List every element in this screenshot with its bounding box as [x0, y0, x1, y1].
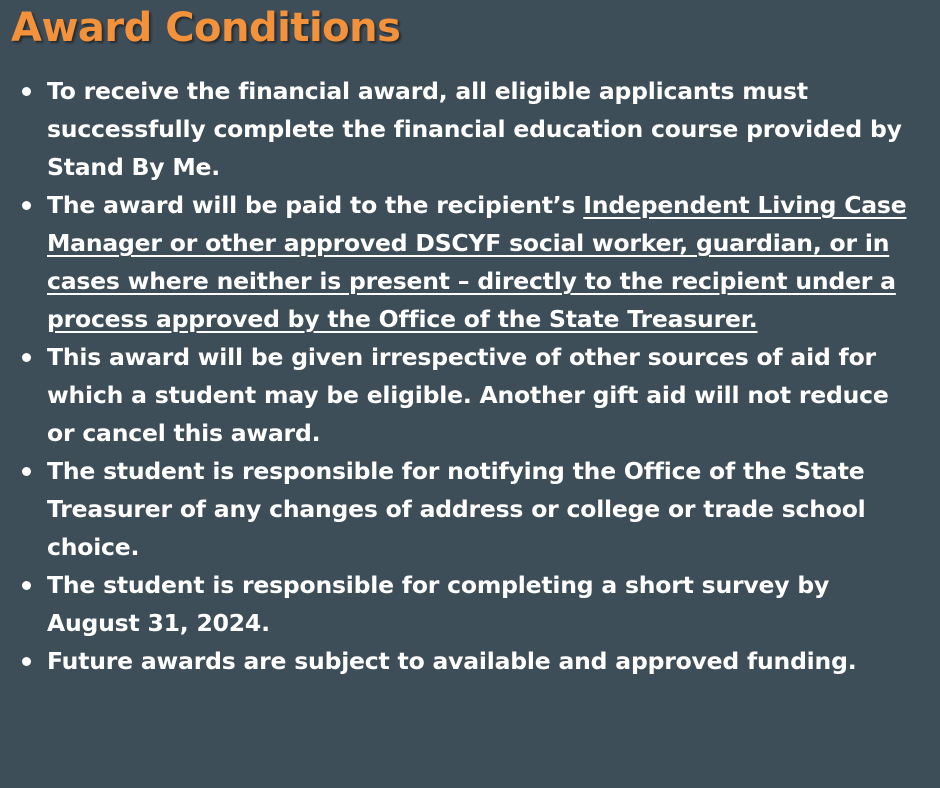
bullet-icon	[22, 201, 31, 210]
condition-item	[20, 338, 920, 452]
condition-text: This award will be given irrespective of other sources of aid for which a student may be eligible. Another gift aid will not reduce or cancel this award.	[47, 343, 889, 447]
bullet-icon	[22, 467, 31, 476]
bullet-icon	[22, 353, 31, 362]
condition-text: The student is responsible for completing a short survey by August 31, 2024.	[47, 571, 830, 637]
bullet-icon	[22, 87, 31, 96]
conditions-list	[20, 72, 920, 680]
condition-text: To receive the financial award, all eligible applicants must successfully complete the financial education course provided by Stand By Me.	[47, 77, 902, 181]
bullet-icon	[22, 657, 31, 666]
condition-item	[20, 642, 920, 680]
condition-item	[20, 566, 920, 642]
condition-text: The award will be paid to the recipient’s	[47, 191, 584, 219]
condition-underlined-text: Independent Living Case Manager or other approved DSCYF social worker, guardian, or in cases where neither is present – directly to the recipient under a process approved by the Office of the State Treasurer.	[47, 191, 907, 333]
page-title: Award Conditions	[11, 5, 401, 51]
bullet-icon	[22, 581, 31, 590]
condition-text: The student is responsible for notifying the Office of the State Treasurer of any changes of address or college or trade school choice.	[47, 457, 866, 561]
condition-item	[20, 186, 920, 338]
condition-text: Future awards are subject to available and approved funding.	[47, 647, 857, 675]
condition-item	[20, 452, 920, 566]
condition-item	[20, 72, 920, 186]
